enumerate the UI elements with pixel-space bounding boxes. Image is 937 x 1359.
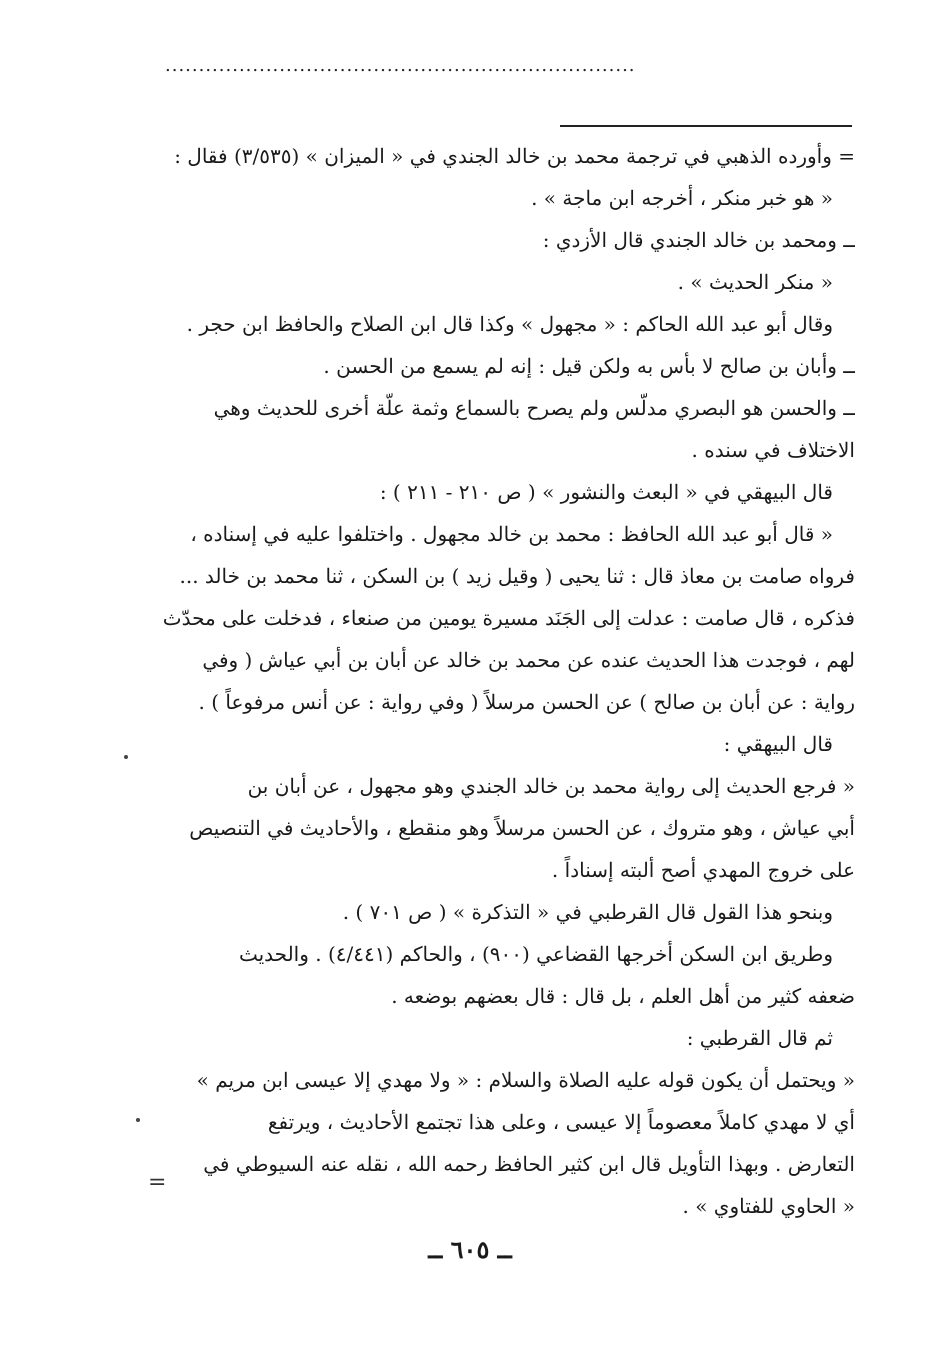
text-line: « الحاوي للفتاوي » .	[682, 1194, 855, 1218]
text-line: فذكره ، قال صامت : عدلت إلى الجَنَد مسيرة يومين من صنعاء ، فدخلت على محدّث	[162, 606, 855, 630]
footnote-rule	[560, 125, 852, 127]
footnote-body	[150, 135, 855, 1227]
text-line: رواية : عن أبان بن صالح ) عن الحسن مرسلاً ( وفي رواية : عن أنس مرفوعاً ) .	[198, 690, 855, 714]
text-line: ــ وأبان بن صالح لا بأس به ولكن قيل : إنه لم يسمع من الحسن .	[323, 354, 855, 378]
text-line: « هو خبر منكر ، أخرجه ابن ماجة » .	[531, 186, 833, 210]
scan-speck	[136, 1118, 140, 1122]
text-line: أي لا مهدي كاملاً معصوماً إلا عيسى ، وعلى هذا تجتمع الأحاديث ، ويرتفع	[267, 1110, 855, 1134]
text-line: ــ والحسن هو البصري مدلّس ولم يصرح بالسماع وثمة علّة أخرى للحديث وهي	[213, 396, 855, 420]
text-line: فرواه صامت بن معاذ قال : ثنا يحيى ( وقيل زيد ) بن السكن ، ثنا محمد بن خالد ...	[179, 564, 855, 588]
text-line: « قال أبو عبد الله الحافظ : محمد بن خالد مجهول . واختلفوا عليه في إسناده ،	[190, 522, 833, 546]
text-line: على خروج المهدي أصح ألبته إسناداً .	[551, 858, 855, 882]
text-line: لهم ، فوجدت هذا الحديث عنده عن محمد بن خالد عن أبان بن أبي عياش ( وفي	[202, 648, 855, 672]
dotted-leader-line: ......................................................................	[165, 60, 636, 72]
continuation-mark: =	[148, 1170, 167, 1195]
text-line: وقال أبو عبد الله الحاكم : « مجهول » وكذا قال ابن الصلاح والحافظ ابن حجر .	[186, 312, 833, 336]
scan-speck	[124, 755, 128, 759]
text-line: « ويحتمل أن يكون قوله عليه الصلاة والسلام : « ولا مهدي إلا عيسى ابن مريم »	[196, 1068, 855, 1092]
text-line: أبي عياش ، وهو متروك ، عن الحسن مرسلاً وهو منقطع ، والأحاديث في التنصيص	[189, 816, 855, 840]
text-line: ثم قال القرطبي :	[686, 1026, 833, 1050]
text-line: قال البيهقي في « البعث والنشور » ( ص ٢١٠ - ٢١١ ) :	[379, 480, 833, 504]
text-line: ضعفه كثير من أهل العلم ، بل قال : قال بعضهم بوضعه .	[391, 984, 855, 1008]
page-number: ــ ٦٠٥ ــ	[428, 1235, 512, 1264]
text-line: وطريق ابن السكن أخرجها القضاعي (٩٠٠) ، والحاكم (٤/٤٤١) . والحديث	[238, 942, 833, 966]
text-line: التعارض . وبهذا التأويل قال ابن كثير الحافظ رحمه الله ، نقله عنه السيوطي في	[203, 1152, 855, 1176]
text-line: ــ ومحمد بن خالد الجندي قال الأزدي :	[542, 228, 855, 252]
text-line: = وأورده الذهبي في ترجمة محمد بن خالد الجندي في « الميزان » (٣/٥٣٥) فقال :	[174, 144, 855, 168]
text-line: وبنحو هذا القول قال القرطبي في « التذكرة » ( ص ٧٠١ ) .	[342, 900, 833, 924]
text-line: « منكر الحديث » .	[677, 270, 833, 294]
text-line: « فرجع الحديث إلى رواية محمد بن خالد الجندي وهو مجهول ، عن أبان بن	[247, 774, 855, 798]
text-line: قال البيهقي :	[723, 732, 833, 756]
text-line: الاختلاف في سنده .	[691, 438, 855, 462]
